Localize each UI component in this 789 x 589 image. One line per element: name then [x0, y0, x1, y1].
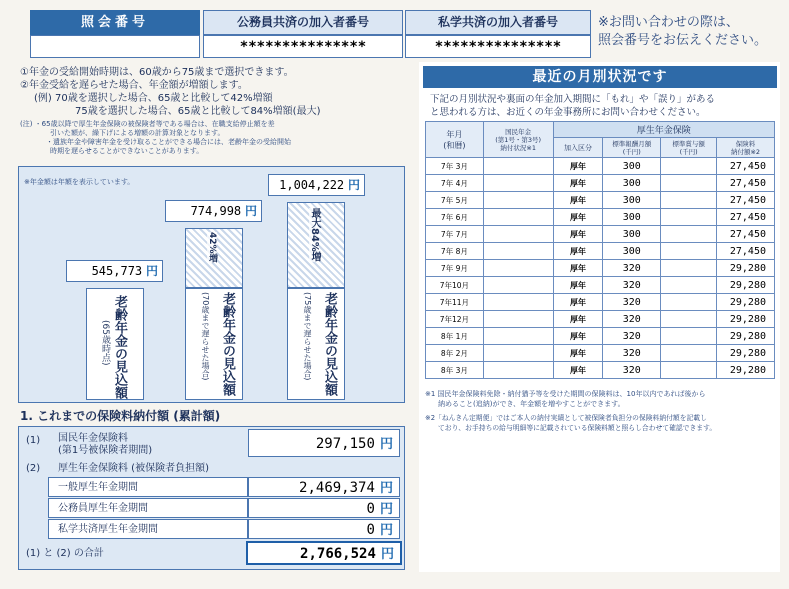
bar-70-increase-label: 42%増	[207, 232, 217, 263]
cell-kokumin	[483, 328, 553, 345]
cell-kubun: 厚年	[553, 243, 603, 260]
ref-number-label: 照会番号	[30, 10, 200, 35]
bar-65-label: 老齢年金の見込額	[112, 295, 127, 399]
total-value-box	[246, 541, 402, 565]
caution-4: 時期を遅らせることができないことがあります。	[50, 147, 204, 155]
cell-hyojun: 300	[603, 226, 661, 243]
row2a-value-box	[248, 477, 400, 497]
row2a-value: 2,469,374	[299, 480, 375, 496]
cell-kubun: 厚年	[553, 277, 603, 294]
cell-kubun: 厚年	[553, 226, 603, 243]
cell-kokumin	[483, 243, 553, 260]
cell-year-month: 8年 2月	[426, 345, 484, 362]
cell-shoyo	[661, 192, 717, 209]
row2c-label: 私学共済厚生年金期間	[58, 524, 158, 535]
amount-65: 545,773	[91, 264, 143, 278]
cell-year-month: 7年 6月	[426, 209, 484, 226]
cell-hyojun: 300	[603, 209, 661, 226]
cell-hyojun: 320	[603, 277, 661, 294]
private-member-value: ***************	[405, 35, 591, 58]
cell-kubun: 厚年	[553, 209, 603, 226]
cell-kokumin	[483, 260, 553, 277]
cell-fee: 29,280	[717, 328, 775, 345]
cell-kokumin	[483, 158, 553, 175]
row2-label: 厚生年金保険料 (被保険者負担額)	[58, 463, 209, 474]
cell-kokumin	[483, 209, 553, 226]
cell-kubun: 厚年	[553, 260, 603, 277]
private-member-label: 私学共済の加入者番号	[405, 10, 591, 35]
cell-shoyo	[661, 209, 717, 226]
table-row	[426, 243, 775, 260]
cell-kokumin	[483, 345, 553, 362]
cell-kubun: 厚年	[553, 362, 603, 379]
table-row	[426, 362, 775, 379]
cell-kokumin	[483, 311, 553, 328]
caution-1: (注) ・65歳以降で厚生年金保険の被保険者等である場合は、在職支給停止額を差	[20, 120, 275, 128]
amount-75-box	[268, 174, 365, 196]
row2-number: (2)	[26, 463, 41, 474]
cell-fee: 29,280	[717, 260, 775, 277]
table-row	[426, 175, 775, 192]
cell-kubun: 厚年	[553, 345, 603, 362]
yen-unit: 円	[145, 264, 158, 278]
cell-kokumin	[483, 294, 553, 311]
row1-number: (1)	[26, 435, 41, 446]
cell-kokumin	[483, 362, 553, 379]
cell-fee: 29,280	[717, 294, 775, 311]
table-row	[426, 328, 775, 345]
row1-label2: (第1号被保険者期間)	[58, 445, 153, 456]
yen-unit: 円	[379, 437, 393, 452]
cell-hyojun: 300	[603, 175, 661, 192]
cell-hyojun: 320	[603, 345, 661, 362]
cell-year-month: 8年 3月	[426, 362, 484, 379]
table-row	[426, 294, 775, 311]
cell-fee: 27,450	[717, 209, 775, 226]
cell-shoyo	[661, 277, 717, 294]
monthly-table-wrap	[425, 121, 775, 379]
row1-value-box	[248, 429, 400, 457]
yen-unit: 円	[379, 523, 393, 538]
cell-shoyo	[661, 345, 717, 362]
cell-fee: 29,280	[717, 277, 775, 294]
header-year: 年月 (和暦)	[426, 122, 484, 158]
yen-unit: 円	[379, 502, 393, 517]
cell-hyojun: 300	[603, 192, 661, 209]
caution-2: 引いた額が、繰下げによる増額の計算対象となります。	[50, 129, 225, 137]
inquiry-note-line1: ※お問い合わせの際は、	[598, 15, 739, 30]
table-row	[426, 260, 775, 277]
example-70: (例) 70歳を選択した場合、65歳と比較して42%増額	[34, 93, 273, 104]
header-kokumin: 国民年金 (第1号・第3号) 納付状況※1	[483, 122, 553, 158]
example-75: 75歳を選択した場合、65歳と比較して84%増額(最大)	[75, 106, 321, 117]
header-kubun: 加入区分	[553, 138, 603, 158]
cell-shoyo	[661, 158, 717, 175]
cell-year-month: 7年10月	[426, 277, 484, 294]
cell-hyojun: 320	[603, 294, 661, 311]
bar-75-label: 老齢年金の見込額	[322, 292, 337, 396]
amount-70-box	[165, 200, 262, 222]
cell-fee: 27,450	[717, 175, 775, 192]
cell-kubun: 厚年	[553, 311, 603, 328]
cell-hyojun: 320	[603, 362, 661, 379]
note-1: ①年金の受給開始時期は、60歳から75歳まで選択できます。	[20, 67, 294, 78]
row2c-value: 0	[366, 522, 375, 538]
row2b-value-box	[248, 498, 400, 518]
yen-unit: 円	[379, 481, 393, 496]
monthly-title: 最近の月別状況です	[423, 66, 777, 88]
cell-shoyo	[661, 175, 717, 192]
amount-65-box	[66, 260, 163, 282]
total-label: (1) と (2) の合計	[26, 548, 104, 559]
cell-fee: 27,450	[717, 192, 775, 209]
amount-75: 1,004,222	[279, 178, 345, 192]
cell-fee: 27,450	[717, 226, 775, 243]
inquiry-note-line2: 照会番号をお伝えください。	[598, 33, 768, 48]
header-shoyo: 標準賞与額 (千円)	[661, 138, 717, 158]
cell-year-month: 8年 1月	[426, 328, 484, 345]
cell-kokumin	[483, 277, 553, 294]
cell-year-month: 7年 7月	[426, 226, 484, 243]
table-row	[426, 192, 775, 209]
header-kosei: 厚生年金保険	[553, 122, 774, 138]
caution-3: ・遺族年金や障害年金を受け取ることができる場合には、老齢年金の受給開始	[46, 138, 291, 146]
cell-hyojun: 320	[603, 328, 661, 345]
cell-shoyo	[661, 328, 717, 345]
monthly-desc-2: と思われる方は、お近くの年金事務所にお問い合わせください。	[430, 107, 706, 118]
cell-fee: 29,280	[717, 362, 775, 379]
header-hyojun: 標準報酬月額 (千円)	[603, 138, 661, 158]
cell-year-month: 7年 5月	[426, 192, 484, 209]
row2b-label: 公務員厚生年金期間	[58, 503, 148, 514]
cell-kubun: 厚年	[553, 175, 603, 192]
yen-unit: 円	[244, 204, 257, 218]
cell-shoyo	[661, 226, 717, 243]
cell-hyojun: 320	[603, 260, 661, 277]
monthly-table	[425, 121, 775, 379]
row2b-value: 0	[366, 501, 375, 517]
bar-75-sub: (75歳まで遅らせた場合)	[303, 292, 312, 381]
row2c-value-box	[248, 519, 400, 539]
cell-hyojun: 300	[603, 243, 661, 260]
table-row	[426, 311, 775, 328]
cell-year-month: 7年 9月	[426, 260, 484, 277]
monthly-table-body	[426, 158, 775, 379]
cell-fee: 27,450	[717, 158, 775, 175]
bar-70-sub: (70歳まで遅らせた場合)	[201, 292, 210, 381]
ref-number-value	[30, 35, 200, 58]
row1-value: 297,150	[315, 436, 375, 452]
cell-kubun: 厚年	[553, 158, 603, 175]
table-row	[426, 158, 775, 175]
cell-kokumin	[483, 175, 553, 192]
footnote-2a: ※2「ねんきん定期便」ではご本人の納付実績として被保険者負担分の保険料納付額を記載し	[425, 414, 707, 422]
cell-year-month: 7年11月	[426, 294, 484, 311]
cell-hyojun: 300	[603, 158, 661, 175]
section1-title: 1. これまでの保険料納付額 (累計額)	[20, 409, 221, 423]
deferral-notes	[20, 66, 405, 156]
cell-kubun: 厚年	[553, 192, 603, 209]
total-value: 2,766,524	[300, 546, 376, 562]
table-row	[426, 226, 775, 243]
cell-year-month: 7年 8月	[426, 243, 484, 260]
bar-65-sub: (65歳時点)	[100, 320, 110, 366]
table-row	[426, 209, 775, 226]
cell-fee: 27,450	[717, 243, 775, 260]
note-2: ②年金受給を遅らせた場合、年金額が増額します。	[20, 80, 248, 91]
cell-fee: 29,280	[717, 345, 775, 362]
cell-kokumin	[483, 192, 553, 209]
footnote-1a: ※1 国民年金保険料免除・納付猶予等を受けた期間の保険料は、10年以内であれば後から	[425, 390, 706, 398]
bar-75-increase-label: 最大84%増	[309, 208, 320, 262]
cell-year-month: 7年12月	[426, 311, 484, 328]
monthly-desc-1: 下記の月別状況や裏面の年金加入期間に「もれ」や「誤り」がある	[430, 94, 716, 105]
chart-note: ※年金額は年額を表示しています。	[24, 178, 135, 186]
row1-label1: 国民年金保険料	[58, 433, 128, 444]
bar-70-label: 老齢年金の見込額	[220, 292, 235, 396]
public-member-value: ***************	[203, 35, 403, 58]
cell-shoyo	[661, 243, 717, 260]
cell-kubun: 厚年	[553, 294, 603, 311]
cell-shoyo	[661, 311, 717, 328]
cell-year-month: 7年 3月	[426, 158, 484, 175]
yen-unit: 円	[380, 547, 394, 562]
inquiry-note	[598, 14, 788, 50]
footnote-2b: ており、お手持ちの給与明細等に記載されている保険料額と照らし合わせて確認できます。	[438, 424, 717, 432]
cell-hyojun: 320	[603, 311, 661, 328]
cell-shoyo	[661, 294, 717, 311]
cell-kokumin	[483, 226, 553, 243]
amount-70: 774,998	[190, 204, 242, 218]
cell-fee: 29,280	[717, 311, 775, 328]
cell-kubun: 厚年	[553, 328, 603, 345]
footnote-1b: 納めること(追納)ができ、年金額を増やすことができます。	[438, 400, 625, 408]
cell-shoyo	[661, 260, 717, 277]
cell-shoyo	[661, 362, 717, 379]
table-row	[426, 345, 775, 362]
yen-unit: 円	[347, 178, 360, 192]
public-member-label: 公務員共済の加入者番号	[203, 10, 403, 35]
table-row	[426, 277, 775, 294]
row2a-label: 一般厚生年金期間	[58, 482, 138, 493]
header-hokenryo: 保険料 納付額※2	[717, 138, 775, 158]
cell-year-month: 7年 4月	[426, 175, 484, 192]
